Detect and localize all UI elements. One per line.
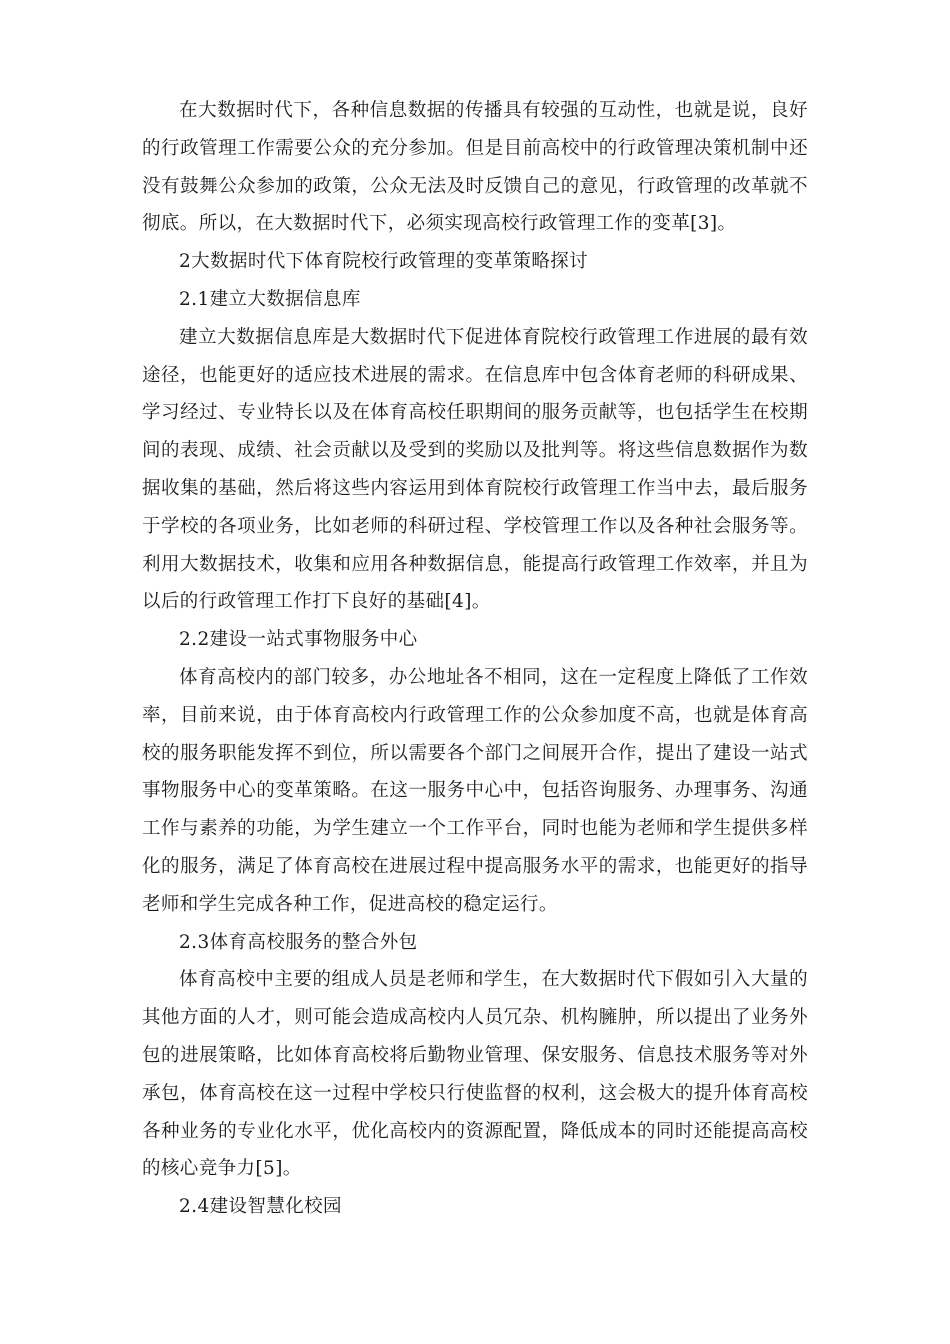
section-heading-2: 2大数据时代下体育院校行政管理的变革策略探讨: [179, 251, 589, 273]
paragraph-intro: 在大数据时代下，各种信息数据的传播具有较强的互动性，也就是说，良好的行政管理工作需要公众的充分参加。但是目前高校中的行政管理决策机制中还没有鼓舞公众参加的政策，公众无法及时反馈自己的意见，行政管理的改革就不彻底。所以，在大数据时代下，必须实现高校行政管理工作的变革[3]。: [142, 100, 808, 235]
document-body: [142, 92, 808, 1226]
subsection-heading-2-4: 2.4建设智慧化校园: [179, 1196, 342, 1218]
subsection-heading-2-2: 2.2建设一站式事物服务中心: [179, 629, 418, 651]
subsection-heading-2-1: 2.1建立大数据信息库: [179, 288, 361, 310]
paragraph-2-3: 体育高校中主要的组成人员是老师和学生，在大数据时代下假如引入大量的其他方面的人才，则可能会造成高校内人员冗杂、机构臃肿，所以提出了业务外包的进展策略，比如体育高校将后勤物业管理、保安服务、信息技术服务等对外承包，体育高校在这一过程中学校只行使监督的权利，这会极大的提升体育高校各种业务的专业化水平，优化高校内的资源配置，降低成本的同时还能提高高校的核心竞争力[5]。: [142, 969, 808, 1180]
paragraph-2-1: 建立大数据信息库是大数据时代下促进体育院校行政管理工作进展的最有效途径，也能更好的适应技术进展的需求。在信息库中包含体育老师的科研成果、学习经过、专业特长以及在体育高校任职期间的服务贡献等，也包括学生在校期间的表现、成绩、社会贡献以及受到的奖励以及批判等。将这些信息数据作为数据收集的基础，然后将这些内容运用到体育院校行政管理工作当中去，最后服务于学校的各项业务，比如老师的科研过程、学校管理工作以及各种社会服务等。利用大数据技术，收集和应用各种数据信息，能提高行政管理工作效率，并且为以后的行政管理工作打下良好的基础[4]。: [142, 326, 808, 613]
paragraph-2-2: 体育高校内的部门较多，办公地址各不相同，这在一定程度上降低了工作效率，目前来说，由于体育高校内行政管理工作的公众参加度不高，也就是体育高校的服务职能发挥不到位，所以需要各个部门之间展开合作，提出了建设一站式事物服务中心的变革策略。在这一服务中心中，包括咨询服务、办理事务、沟通工作与素养的功能，为学生建立一个工作平台，同时也能为老师和学生提供多样化的服务，满足了体育高校在进展过程中提高服务水平的需求，也能更好的指导老师和学生完成各种工作，促进高校的稳定运行。: [142, 666, 808, 915]
subsection-heading-2-3: 2.3体育高校服务的整合外包: [179, 931, 418, 953]
